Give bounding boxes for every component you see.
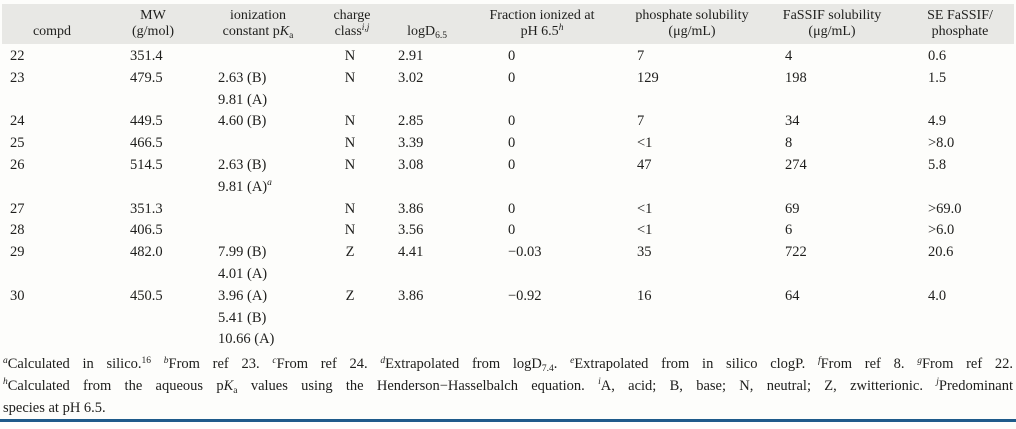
- cell-phosphate_solubility: <1: [637, 200, 653, 217]
- table-row-23: [0, 68, 1016, 112]
- cell-mw: 351.4: [130, 48, 163, 64]
- column-header-line: charge: [333, 8, 371, 23]
- cell-mw: 479.5: [130, 69, 163, 86]
- cell-logd: 3.08: [398, 156, 424, 173]
- cell-compd: 30: [10, 287, 25, 304]
- cell-se_ratio: 4.9: [928, 113, 947, 130]
- column-header-fraction_ionized: [462, 4, 622, 44]
- cell-compd: 23: [10, 69, 25, 86]
- column-header-line: ionization: [230, 8, 286, 23]
- cell-fassif_solubility: 198: [785, 69, 807, 86]
- table-row-26: [0, 155, 1016, 199]
- cell-se_ratio: >69.0: [928, 200, 962, 217]
- table-row-22: [0, 46, 1016, 68]
- table-row-24: [0, 111, 1016, 133]
- cell-mw: 466.5: [130, 135, 163, 152]
- cell-mw: 514.5: [130, 156, 163, 173]
- table-row-27: [0, 199, 1016, 221]
- cell-logd: 4.41: [398, 244, 424, 261]
- cell-line: 5.41 (B): [218, 309, 267, 326]
- cell-line: 4.01 (A): [218, 265, 268, 282]
- cell-phosphate_solubility: 7: [637, 48, 645, 64]
- cell-pka: [202, 242, 310, 286]
- table-row-30: [0, 286, 1016, 351]
- column-header-line: FaSSIF solubility: [782, 8, 882, 23]
- cell-pka: [202, 286, 310, 351]
- cell-phosphate_solubility: 16: [637, 287, 652, 304]
- column-header-line: logD$_{6.5}$: [407, 24, 447, 41]
- cell-se_ratio: 20.6: [928, 244, 954, 261]
- cell-logd: 3.02: [398, 69, 424, 86]
- cell-fassif_solubility: 8: [785, 135, 793, 152]
- cell-logd: 3.86: [398, 287, 424, 304]
- bottom-divider: [0, 419, 1016, 422]
- cell-fassif_solubility: 274: [785, 156, 807, 173]
- column-header-line: phosphate solubility: [635, 8, 749, 23]
- cell-line: 10.66 (A): [218, 331, 275, 348]
- cell-se_ratio: 1.5: [928, 69, 947, 86]
- cell-fraction_ionized: 0: [508, 156, 516, 173]
- cell-mw: 449.5: [130, 113, 163, 130]
- cell-charge_class: N: [344, 48, 356, 64]
- cell-line: 7.99 (B): [218, 244, 267, 261]
- column-header-line: phosphate: [931, 24, 989, 39]
- footnote-line-3: species at pH 6.5.: [3, 399, 106, 416]
- cell-compd: 28: [10, 222, 25, 239]
- cell-charge_class: Z: [345, 287, 355, 304]
- column-header-line: Fraction ionized at: [489, 8, 595, 23]
- column-header-line: (g/mol): [132, 24, 174, 39]
- column-header-se_ratio: [902, 4, 1016, 44]
- cell-se_ratio: 5.8: [928, 156, 947, 173]
- cell-charge_class: N: [344, 69, 356, 86]
- column-header-line: MW: [140, 8, 166, 23]
- table-header-row: [2, 4, 1014, 44]
- cell-pka: [202, 111, 310, 133]
- cell-phosphate_solubility: 35: [637, 244, 652, 261]
- column-header-compd: [2, 4, 102, 44]
- cell-mw: 482.0: [130, 244, 163, 261]
- cell-fraction_ionized: −0.03: [508, 244, 542, 261]
- cell-phosphate_solubility: <1: [637, 222, 653, 239]
- column-header-pka: [204, 4, 312, 44]
- cell-fraction_ionized: 0: [508, 113, 516, 130]
- cell-fassif_solubility: 4: [785, 48, 793, 64]
- table-body: [0, 46, 1016, 351]
- cell-fraction_ionized: 0: [508, 69, 516, 86]
- cell-charge_class: N: [344, 135, 356, 152]
- cell-fassif_solubility: 69: [785, 200, 800, 217]
- cell-fassif_solubility: 64: [785, 287, 800, 304]
- table-row-28: [0, 220, 1016, 242]
- table-row-25: [0, 133, 1016, 155]
- cell-line: 9.81 (A): [218, 91, 268, 108]
- cell-se_ratio: >6.0: [928, 222, 955, 239]
- cell-fraction_ionized: 0: [508, 48, 516, 64]
- column-header-fassif_solubility: [762, 4, 902, 44]
- cell-compd: 29: [10, 244, 25, 261]
- cell-line: 2.63 (B): [218, 69, 267, 86]
- column-header-line: class$^{i,j}$: [334, 22, 370, 39]
- table-row-29: [0, 242, 1016, 286]
- cell-mw: 450.5: [130, 287, 163, 304]
- column-header-phosphate_solubility: [622, 4, 762, 44]
- cell-mw: 351.3: [130, 200, 163, 217]
- column-header-mw: [102, 4, 204, 44]
- cell-line: 9.81 $(A)^a$: [218, 178, 272, 195]
- cell-fraction_ionized: −0.92: [508, 287, 542, 304]
- column-header-line: compd: [32, 24, 72, 39]
- column-header-line: constant $pK_a$: [222, 24, 294, 41]
- cell-charge_class: N: [344, 156, 356, 173]
- cell-se_ratio: 0.6: [928, 48, 947, 64]
- cell-se_ratio: 4.0: [928, 287, 947, 304]
- cell-line: 2.63 (B): [218, 156, 267, 173]
- cell-fraction_ionized: 0: [508, 200, 516, 217]
- column-header-line: (μg/mL): [668, 24, 716, 39]
- cell-compd: 22: [10, 48, 25, 64]
- cell-se_ratio: >8.0: [928, 135, 955, 152]
- footnote-line-2: $^h$Calculated from the aqueous $pK_a$ values using the Henderson−Hasselbalch equation. $^i$A, acid; B, base; N, neutral; Z, zwitterionic. $^j$Predominant: [3, 377, 1014, 396]
- cell-fassif_solubility: 34: [785, 113, 800, 130]
- cell-logd: 3.56: [398, 222, 424, 239]
- cell-logd: 2.91: [398, 48, 424, 64]
- column-header-line: SE FaSSIF/: [927, 8, 993, 23]
- cell-phosphate_solubility: 129: [637, 69, 659, 86]
- cell-mw: 406.5: [130, 222, 163, 239]
- cell-compd: 27: [10, 200, 25, 217]
- cell-phosphate_solubility: 7: [637, 113, 645, 130]
- table-footnotes: [3, 354, 1013, 419]
- cell-logd: 2.85: [398, 113, 424, 130]
- cell-compd: 25: [10, 135, 25, 152]
- cell-fraction_ionized: 0: [508, 222, 516, 239]
- column-header-line: (μg/mL): [808, 24, 856, 39]
- cell-compd: 26: [10, 156, 25, 173]
- cell-line: 3.96 (A): [218, 287, 268, 304]
- cell-charge_class: Z: [345, 244, 355, 261]
- cell-fraction_ionized: 0: [508, 135, 516, 152]
- cell-charge_class: N: [344, 113, 356, 130]
- column-header-line: pH 6.5$^h$: [520, 22, 564, 39]
- cell-pka: [202, 155, 310, 199]
- cell-fassif_solubility: 722: [785, 244, 807, 261]
- cell-charge_class: N: [344, 222, 356, 239]
- cell-fassif_solubility: 6: [785, 222, 793, 239]
- cell-logd: 3.39: [398, 135, 424, 152]
- cell-pka: [202, 68, 310, 112]
- cell-phosphate_solubility: <1: [637, 135, 653, 152]
- cell-compd: 24: [10, 113, 25, 130]
- cell-charge_class: N: [344, 200, 356, 217]
- cell-phosphate_solubility: 47: [637, 156, 652, 173]
- cell-line: 4.60 (B): [218, 113, 267, 130]
- footnote-line-1: $^a$Calculated in silico.$^{16}$ $^b$From ref 23. $^c$From ref 24. $^d$Extrapolated from logD$_{7.4}$. $^e$Extrapolated from in silico clogP. $^f$From ref 8. $^g$From ref 22.: [3, 355, 1014, 375]
- column-header-charge_class: [312, 4, 392, 44]
- column-header-logd: [392, 4, 462, 44]
- cell-logd: 3.86: [398, 200, 424, 217]
